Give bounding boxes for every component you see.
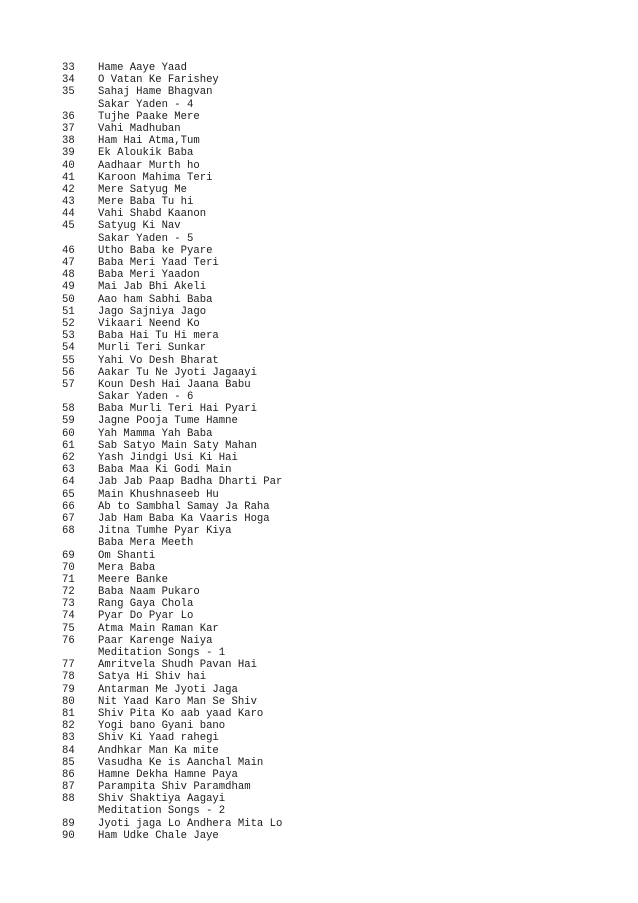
section-heading: Meditation Songs - 1: [98, 647, 226, 659]
song-number: 64: [62, 476, 75, 489]
song-title: Utho Baba ke Pyare: [98, 244, 213, 257]
song-number: 60: [62, 427, 75, 440]
song-number: 47: [62, 257, 75, 269]
song-number: 66: [62, 500, 75, 513]
song-number: 57: [62, 378, 75, 391]
song-number: 78: [62, 671, 75, 684]
song-row: [62, 525, 282, 537]
song-title: Om Shanti: [98, 549, 156, 562]
song-title: Shiv Shaktiya Aagayi: [98, 793, 226, 806]
song-title: Murli Teri Sunkar: [98, 342, 207, 355]
song-title: Atma Main Raman Kar: [98, 622, 219, 635]
song-title: Vahi Shabd Kaanon: [98, 208, 207, 221]
song-number: 35: [62, 86, 75, 99]
song-title: Mera Baba: [98, 561, 156, 574]
song-row: [62, 172, 282, 184]
song-title: Vikaari Neend Ko: [98, 317, 200, 330]
section-heading: Sakar Yaden - 5: [98, 232, 194, 245]
song-row: [62, 769, 282, 781]
song-row: [62, 74, 282, 86]
song-title: Baba Meri Yaadon: [98, 269, 200, 282]
song-row: [62, 330, 282, 342]
song-number: 86: [62, 768, 75, 781]
song-row: [62, 160, 282, 172]
song-title: O Vatan Ke Farishey: [98, 74, 219, 87]
song-title: Nit Yaad Karo Man Se Shiv: [98, 695, 257, 708]
section-heading-row: [62, 805, 282, 817]
song-title: Mere Satyug Me: [98, 183, 188, 196]
song-title: Jagne Pooja Tume Hamne: [98, 415, 238, 428]
song-row: [62, 513, 282, 525]
song-number: 39: [62, 147, 75, 160]
song-row: [62, 659, 282, 671]
song-number: 50: [62, 293, 75, 306]
song-number: [62, 805, 98, 817]
song-number: 67: [62, 512, 75, 525]
song-row: [62, 379, 282, 391]
song-title: Sab Satyo Main Saty Mahan: [98, 439, 257, 452]
song-number: 87: [62, 781, 75, 794]
song-title: Antarman Me Jyoti Jaga: [98, 683, 238, 696]
song-number: 44: [62, 208, 75, 221]
song-title: Baba Naam Pukaro: [98, 586, 200, 599]
song-title: Ab to Sambhal Samay Ja Raha: [98, 500, 270, 513]
song-row: [62, 415, 282, 427]
song-number: 70: [62, 561, 75, 574]
song-number: 89: [62, 817, 75, 830]
song-row: [62, 342, 282, 354]
song-row: [62, 830, 282, 842]
song-number: 62: [62, 452, 75, 464]
song-row: [62, 623, 282, 635]
song-row: [62, 818, 282, 830]
song-row: [62, 245, 282, 257]
song-row: [62, 781, 282, 793]
song-row: [62, 793, 282, 805]
song-title: Hame Aaye Yaad: [98, 62, 188, 74]
song-row: [62, 635, 282, 647]
song-title: Aadhaar Murth ho: [98, 159, 200, 172]
song-number: 43: [62, 196, 75, 209]
song-row: [62, 550, 282, 562]
song-row: [62, 62, 282, 74]
song-title: Aao ham Sabhi Baba: [98, 293, 213, 306]
song-list: [62, 62, 282, 842]
song-number: 54: [62, 342, 75, 355]
song-title: Ek Aloukik Baba: [98, 147, 194, 160]
song-row: [62, 111, 282, 123]
song-row: [62, 440, 282, 452]
song-row: [62, 184, 282, 196]
song-number: 48: [62, 269, 75, 282]
song-number: 34: [62, 74, 75, 87]
song-row: [62, 757, 282, 769]
song-number: 77: [62, 659, 75, 672]
song-number: 37: [62, 122, 75, 135]
song-number: [62, 233, 98, 245]
song-title: Sahaj Hame Bhagvan: [98, 86, 213, 99]
song-row: [62, 696, 282, 708]
song-row: [62, 196, 282, 208]
song-number: 81: [62, 707, 75, 720]
song-number: 42: [62, 183, 75, 196]
song-title: Andhkar Man Ka mite: [98, 744, 219, 757]
song-row: [62, 147, 282, 159]
song-number: 61: [62, 439, 75, 452]
song-row: [62, 208, 282, 220]
song-number: 53: [62, 330, 75, 343]
song-title: Shiv Pita Ko aab yaad Karo: [98, 707, 264, 720]
song-title: Jyoti jaga Lo Andhera Mita Lo: [98, 817, 283, 830]
song-row: [62, 574, 282, 586]
song-title: Ham Udke Chale Jaye: [98, 829, 219, 842]
song-row: [62, 489, 282, 501]
song-title: Satyug Ki Nav: [98, 220, 181, 233]
section-heading-row: [62, 233, 282, 245]
song-number: 79: [62, 683, 75, 696]
song-number: 51: [62, 305, 75, 318]
song-row: [62, 306, 282, 318]
song-title: Yogi bano Gyani bano: [98, 720, 226, 733]
song-row: [62, 86, 282, 98]
song-number: 90: [62, 829, 75, 842]
song-title: Baba Hai Tu Hi mera: [98, 330, 219, 343]
song-title: Karoon Mahima Teri: [98, 171, 213, 184]
song-row: [62, 123, 282, 135]
song-number: 85: [62, 756, 75, 769]
song-row: [62, 318, 282, 330]
song-title: Mai Jab Bhi Akeli: [98, 281, 207, 294]
song-title: Mere Baba Tu hi: [98, 196, 194, 209]
song-title: Yash Jindgi Usi Ki Hai: [98, 452, 238, 464]
song-row: [62, 135, 282, 147]
section-heading: Baba Mera Meeth: [98, 537, 194, 550]
song-title: Jitna Tumhe Pyar Kiya: [98, 525, 232, 538]
section-heading: Sakar Yaden - 4: [98, 98, 194, 111]
section-heading-row: [62, 391, 282, 403]
song-number: 63: [62, 464, 75, 477]
song-number: 73: [62, 598, 75, 611]
song-title: Paar Karenge Naiya: [98, 634, 213, 647]
song-title: Shiv Ki Yaad rahegi: [98, 732, 219, 745]
song-number: 56: [62, 366, 75, 379]
song-number: 83: [62, 732, 75, 745]
song-number: 45: [62, 220, 75, 233]
song-row: [62, 464, 282, 476]
song-number: 49: [62, 281, 75, 294]
song-row: [62, 281, 282, 293]
song-row: [62, 355, 282, 367]
song-number: 41: [62, 171, 75, 184]
song-number: 55: [62, 354, 75, 367]
song-number: 58: [62, 403, 75, 416]
song-row: [62, 403, 282, 415]
song-title: Vahi Madhuban: [98, 122, 181, 135]
song-row: [62, 428, 282, 440]
song-title: Jab Jab Paap Badha Dharti Par: [98, 476, 283, 489]
song-number: [62, 647, 98, 659]
song-title: Parampita Shiv Paramdham: [98, 781, 251, 794]
song-number: [62, 99, 98, 111]
song-title: Jago Sajniya Jago: [98, 305, 207, 318]
song-number: 65: [62, 488, 75, 501]
song-number: 36: [62, 110, 75, 123]
song-row: [62, 610, 282, 622]
song-number: [62, 391, 98, 403]
song-title: Ham Hai Atma,Tum: [98, 135, 200, 148]
section-heading: Meditation Songs - 2: [98, 805, 226, 818]
song-number: 68: [62, 525, 75, 538]
song-title: Yah Mamma Yah Baba: [98, 427, 213, 440]
section-heading-row: [62, 99, 282, 111]
song-row: [62, 269, 282, 281]
song-row: [62, 586, 282, 598]
song-title: Jab Ham Baba Ka Vaaris Hoga: [98, 512, 270, 525]
song-row: [62, 367, 282, 379]
song-number: 88: [62, 793, 75, 806]
song-title: Rang Gaya Chola: [98, 598, 194, 611]
song-number: 40: [62, 159, 75, 172]
song-title: Pyar Do Pyar Lo: [98, 610, 194, 623]
section-heading-row: [62, 647, 282, 659]
song-number: 46: [62, 244, 75, 257]
song-title: Koun Desh Hai Jaana Babu: [98, 378, 251, 391]
song-title: Aakar Tu Ne Jyoti Jagaayi: [98, 366, 257, 379]
song-row: [62, 720, 282, 732]
song-row: [62, 220, 282, 232]
song-row: [62, 684, 282, 696]
song-number: 38: [62, 135, 75, 148]
section-heading: Sakar Yaden - 6: [98, 391, 194, 404]
song-row: [62, 294, 282, 306]
song-row: [62, 598, 282, 610]
song-row: [62, 476, 282, 488]
song-number: 59: [62, 415, 75, 428]
song-row: [62, 501, 282, 513]
song-title: Amritvela Shudh Pavan Hai: [98, 659, 257, 672]
song-title: Baba Meri Yaad Teri: [98, 257, 219, 269]
song-row: [62, 562, 282, 574]
song-number: 80: [62, 695, 75, 708]
song-row: [62, 257, 282, 269]
song-row: [62, 671, 282, 683]
song-number: 76: [62, 634, 75, 647]
song-row: [62, 708, 282, 720]
song-number: 74: [62, 610, 75, 623]
song-title: Baba Murli Teri Hai Pyari: [98, 403, 257, 416]
section-heading-row: [62, 537, 282, 549]
song-number: 84: [62, 744, 75, 757]
song-number: 75: [62, 622, 75, 635]
song-title: Satya Hi Shiv hai: [98, 671, 207, 684]
song-title: Vasudha Ke is Aanchal Main: [98, 756, 264, 769]
song-row: [62, 452, 282, 464]
song-number: 82: [62, 720, 75, 733]
song-number: 33: [62, 62, 75, 74]
song-number: 69: [62, 549, 75, 562]
song-number: 52: [62, 317, 75, 330]
song-title: Tujhe Paake Mere: [98, 110, 200, 123]
song-number: 72: [62, 586, 75, 599]
song-title: Meere Banke: [98, 573, 168, 586]
song-title: Hamne Dekha Hamne Paya: [98, 768, 238, 781]
song-row: [62, 732, 282, 744]
song-title: Baba Maa Ki Godi Main: [98, 464, 232, 477]
song-number: 71: [62, 573, 75, 586]
song-title: Main Khushnaseeb Hu: [98, 488, 219, 501]
song-number: [62, 537, 98, 549]
song-row: [62, 745, 282, 757]
song-title: Yahi Vo Desh Bharat: [98, 354, 219, 367]
